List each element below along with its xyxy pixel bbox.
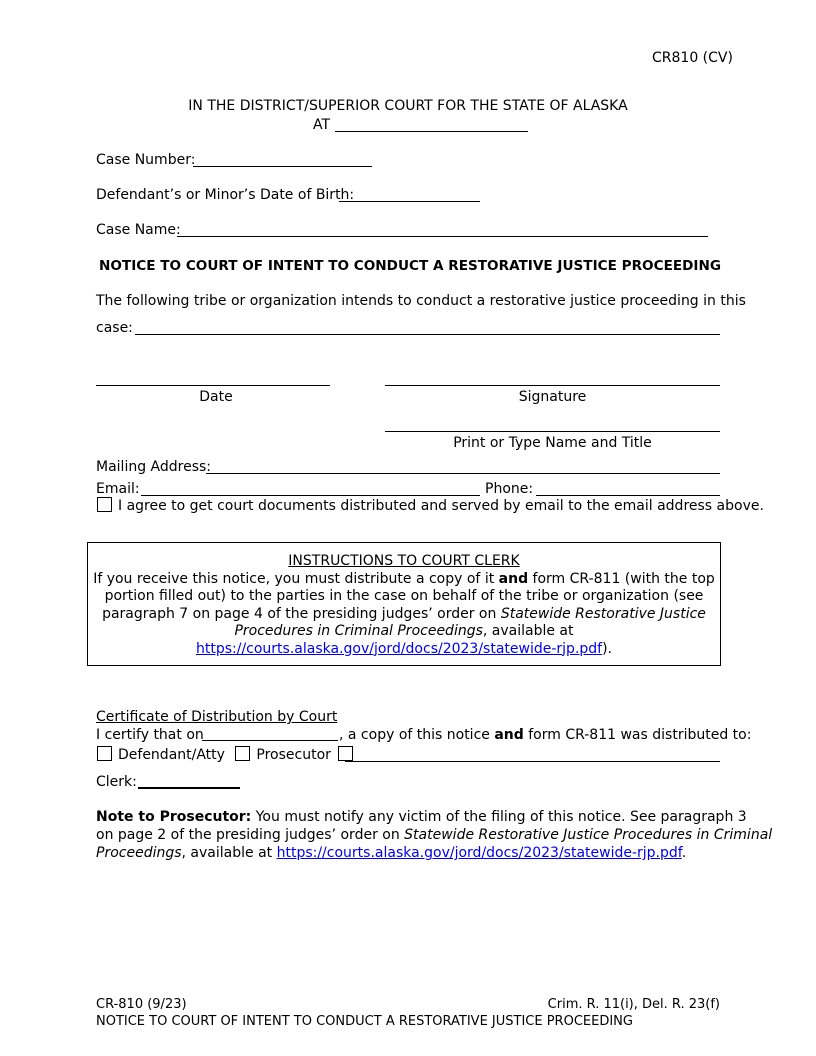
note-text: on page 2 of the presiding judges’ order on: [96, 827, 405, 843]
mailing-address-label: Mailing Address:: [96, 459, 212, 475]
mailing-address-field[interactable]: [206, 457, 720, 474]
defendant-checkbox[interactable]: [97, 746, 112, 761]
note-italic: Statewide Restorative Justice Procedures in Criminal: [404, 827, 773, 843]
certify-text-c: form CR-811 was distributed to:: [523, 727, 752, 743]
phone-label: Phone:: [485, 481, 534, 497]
distribution-options: [97, 746, 359, 764]
print-name-field[interactable]: [385, 415, 720, 432]
email-field[interactable]: [141, 479, 480, 496]
signature-field[interactable]: [385, 369, 720, 386]
dob-field[interactable]: [339, 185, 480, 202]
court-location-field[interactable]: [335, 115, 528, 132]
distribution-date-field[interactable]: [202, 724, 338, 741]
instructions-content: [88, 553, 720, 658]
instr-italic: Procedures in Criminal Proceedings: [234, 623, 483, 639]
note-italic: Proceedings: [96, 845, 182, 861]
note-link[interactable]: https://courts.alaska.gov/jord/docs/2023/statewide-rjp.pdf: [276, 845, 682, 861]
email-consent-checkbox[interactable]: [97, 497, 112, 512]
certify-bold: and: [494, 727, 524, 743]
prosecutor-checkbox[interactable]: [235, 746, 250, 761]
note-text: You must notify any victim of the filing of this notice. See paragraph 3: [251, 809, 747, 825]
instructions-link[interactable]: https://courts.alaska.gov/jord/docs/2023/statewide-rjp.pdf: [195, 640, 603, 657]
note-text: , available at: [181, 845, 277, 861]
court-heading: IN THE DISTRICT/SUPERIOR COURT FOR THE STATE OF ALASKA: [188, 98, 628, 114]
note-line-2: [96, 826, 772, 844]
note-line-3: [96, 844, 686, 862]
other-recipient-field[interactable]: [345, 745, 720, 762]
case-name-field[interactable]: [177, 220, 708, 237]
note-line-1: [96, 808, 747, 826]
signature-label: Signature: [518, 389, 587, 405]
footer-title: NOTICE TO COURT OF INTENT TO CONDUCT A RESTORATIVE JUSTICE PROCEEDING: [96, 1014, 633, 1029]
instr-text: If you receive this notice, you must distribute a copy of it: [93, 570, 499, 587]
certificate-heading: Certificate of Distribution by Court: [96, 709, 338, 725]
instructions-line-3: [88, 606, 720, 624]
certify-text-a: , a copy of this notice: [339, 727, 495, 743]
clerk-field[interactable]: [138, 771, 240, 789]
intro-text: The following tribe or organization intends to conduct a restorative justice proceeding in this: [96, 293, 746, 309]
footer-form-id: CR-810 (9/23): [96, 997, 187, 1012]
email-consent-row: [97, 497, 764, 515]
print-name-label: Print or Type Name and Title: [453, 435, 652, 451]
email-consent-label: I agree to get court documents distributed and served by email to the email address above.: [118, 498, 764, 514]
organization-field[interactable]: [135, 318, 720, 335]
instructions-line-2: portion filled out) to the parties in the case on behalf of the tribe or organization (see: [104, 588, 704, 604]
instructions-line-5: [88, 641, 720, 659]
instr-text: form CR-811 (with the top: [528, 570, 715, 587]
clerk-label: Clerk:: [96, 774, 137, 790]
instr-bold: and: [498, 570, 529, 587]
phone-field[interactable]: [536, 479, 720, 496]
instructions-box: [87, 542, 721, 666]
date-field[interactable]: [96, 369, 330, 386]
instr-italic: Statewide Restorative Justice: [500, 605, 706, 622]
instructions-line-1: [88, 571, 720, 589]
instr-text: , available at: [482, 623, 574, 639]
instructions-line-4: [88, 623, 720, 641]
note-text: .: [681, 845, 687, 861]
case-label: case:: [96, 320, 133, 336]
note-label: Note to Prosecutor:: [96, 809, 252, 825]
case-number-label: Case Number:: [96, 152, 196, 168]
form-code: CR810 (CV): [652, 50, 733, 66]
defendant-label: Defendant/Atty: [118, 747, 225, 763]
document-title: NOTICE TO COURT OF INTENT TO CONDUCT A RESTORATIVE JUSTICE PROCEEDING: [99, 258, 722, 274]
at-label: AT: [313, 117, 331, 133]
certify-text: [339, 726, 751, 744]
certify-label: I certify that on: [96, 727, 204, 743]
email-label: Email:: [96, 481, 140, 497]
footer-rules: Crim. R. 11(i), Del. R. 23(f): [547, 997, 720, 1012]
instr-text: paragraph 7 on page 4 of the presiding judges’ order on: [102, 605, 501, 622]
instr-text: ).: [602, 640, 613, 657]
date-label: Date: [199, 389, 233, 405]
instructions-heading: INSTRUCTIONS TO COURT CLERK: [288, 553, 520, 569]
case-number-field[interactable]: [193, 150, 372, 167]
prosecutor-label: Prosecutor: [256, 747, 331, 763]
dob-label: Defendant’s or Minor’s Date of Birth:: [96, 187, 355, 203]
case-name-label: Case Name:: [96, 222, 181, 238]
